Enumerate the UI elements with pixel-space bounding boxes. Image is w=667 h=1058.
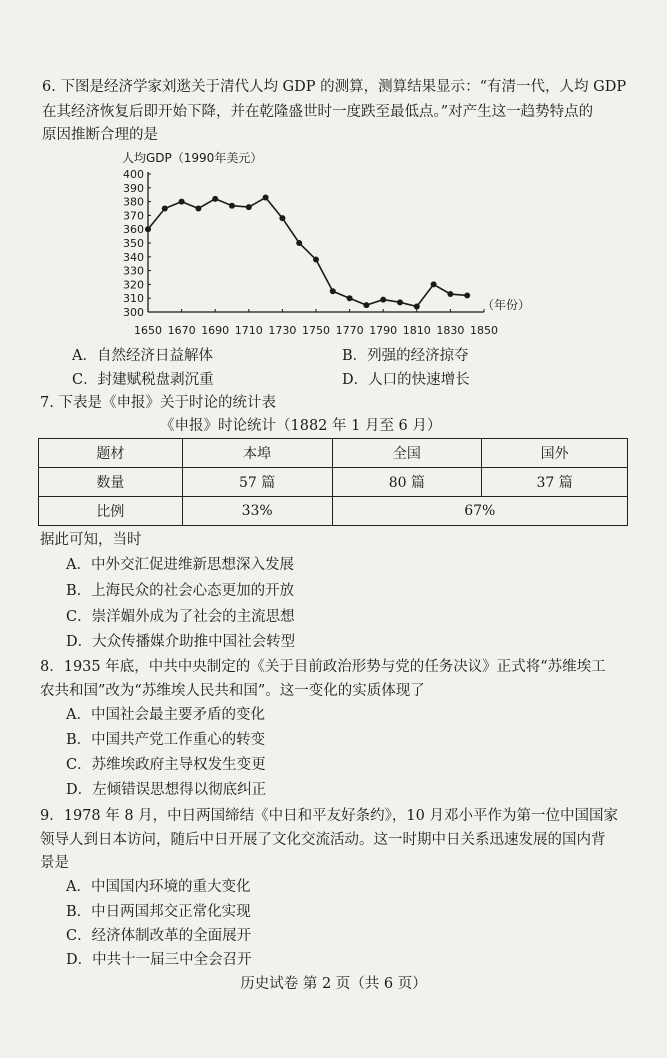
x-tick-label: 1690 bbox=[201, 324, 230, 337]
x-tick-label: 1650 bbox=[134, 324, 162, 337]
data-point bbox=[464, 292, 470, 298]
table-cell: 比例 bbox=[39, 497, 183, 526]
q7-table-title: 《申报》时论统计（1882 年 1 月至 6 月） bbox=[160, 418, 442, 434]
table-cell: 80 篇 bbox=[332, 468, 482, 497]
table-cell: 题材 bbox=[39, 439, 183, 468]
q6-option-a: A．自然经济日益解体 bbox=[72, 348, 213, 364]
q9-option-b: B．中日两国邦交正常化实现 bbox=[66, 904, 251, 920]
data-point bbox=[145, 226, 151, 232]
y-tick-label: 380 bbox=[123, 195, 144, 209]
q9-stem-line1: 9．1978 年 8 月，中日两国缔结《中日和平友好条约》，10 月邓小平作为第一位中国国家 bbox=[40, 808, 618, 824]
x-tick-label: 1850 bbox=[470, 324, 498, 337]
chart-y-ticks bbox=[123, 168, 151, 319]
data-point bbox=[279, 215, 285, 221]
x-tick-label: 1810 bbox=[402, 324, 431, 337]
data-point bbox=[229, 203, 235, 209]
chart-xlabel: （年份） bbox=[482, 298, 531, 312]
data-point bbox=[347, 295, 353, 301]
y-tick-label: 370 bbox=[123, 209, 144, 223]
page-footer: 历史试卷 第 2 页（共 6 页） bbox=[240, 976, 427, 992]
x-tick-label: 1670 bbox=[167, 324, 196, 337]
q8-option-b: B．中国共产党工作重心的转变 bbox=[66, 732, 266, 748]
data-point bbox=[179, 199, 185, 205]
y-tick-label: 310 bbox=[123, 292, 144, 306]
y-tick-label: 400 bbox=[123, 168, 144, 181]
table-cell: 67% bbox=[332, 497, 627, 526]
q8-option-c: C．苏维埃政府主导权发生变更 bbox=[66, 757, 266, 773]
table-cell: 数量 bbox=[39, 468, 183, 497]
q9-option-c: C．经济体制改革的全面展开 bbox=[66, 928, 252, 944]
table-cell: 本埠 bbox=[182, 439, 332, 468]
table-cell: 全国 bbox=[332, 439, 482, 468]
y-tick-label: 300 bbox=[123, 306, 144, 319]
data-point bbox=[397, 299, 403, 305]
x-tick-label: 1830 bbox=[436, 324, 465, 337]
table-cell: 57 篇 bbox=[182, 468, 332, 497]
x-tick-label: 1790 bbox=[369, 324, 398, 337]
gdp-series-line bbox=[148, 198, 467, 307]
data-point bbox=[246, 204, 252, 210]
x-tick-label: 1730 bbox=[268, 324, 297, 337]
data-point bbox=[447, 291, 453, 297]
q6-option-d: D．人口的快速增长 bbox=[342, 372, 470, 388]
data-point bbox=[414, 303, 420, 309]
q8-stem-line2: 农共和国”改为“苏维埃人民共和国”。这一变化的实质体现了 bbox=[40, 683, 425, 699]
y-tick-label: 350 bbox=[123, 237, 144, 250]
chart-x-ticks bbox=[134, 309, 498, 337]
table-cell: 33% bbox=[182, 497, 332, 526]
data-point bbox=[263, 194, 269, 200]
y-tick-label: 330 bbox=[123, 264, 144, 278]
table-header-row bbox=[39, 439, 628, 468]
data-point bbox=[380, 297, 386, 303]
q7-stem-line1: 7. 下表是《申报》关于时论的统计表 bbox=[40, 395, 276, 411]
q9-option-d: D．中共十一届三中全会召开 bbox=[66, 952, 252, 968]
table-cell: 国外 bbox=[482, 439, 628, 468]
q7-lead: 据此可知，当时 bbox=[40, 532, 142, 548]
gdp-chart-svg bbox=[112, 148, 552, 343]
data-point bbox=[212, 196, 218, 202]
data-point bbox=[431, 281, 437, 287]
q6-stem-line1: 6. 下图是经济学家刘逖关于清代人均 GDP 的测算，测算结果显示：“有清一代，人均 GDP bbox=[42, 79, 627, 95]
q7-option-c: C．崇洋媚外成为了社会的主流思想 bbox=[66, 609, 295, 625]
q7-option-d: D．大众传播媒介助推中国社会转型 bbox=[66, 634, 296, 650]
q8-stem-line1: 8．1935 年底，中共中央制定的《关于目前政治形势与党的任务决议》正式将“苏维埃工 bbox=[40, 659, 606, 675]
q9-stem-line3: 景是 bbox=[40, 855, 69, 871]
y-tick-label: 390 bbox=[123, 181, 144, 195]
q7-option-b: B．上海民众的社会心态更加的开放 bbox=[66, 583, 295, 599]
data-point bbox=[162, 206, 168, 212]
q8-option-a: A．中国社会最主要矛盾的变化 bbox=[66, 707, 265, 723]
data-point bbox=[363, 302, 369, 308]
y-tick-label: 340 bbox=[123, 250, 144, 264]
x-tick-label: 1750 bbox=[302, 324, 330, 337]
table-row bbox=[39, 497, 628, 526]
data-point bbox=[330, 288, 336, 294]
y-tick-label: 320 bbox=[123, 278, 144, 292]
table-row bbox=[39, 468, 628, 497]
q6-stem-line3: 原因推断合理的是 bbox=[42, 127, 158, 143]
data-point bbox=[195, 206, 201, 212]
gdp-line-chart bbox=[112, 148, 552, 343]
q8-option-d: D．左倾错误思想得以彻底纠正 bbox=[66, 782, 267, 798]
q6-option-c: C．封建赋税盘剥沉重 bbox=[72, 372, 214, 388]
q6-option-b: B．列强的经济掠夺 bbox=[342, 348, 469, 364]
q6-stem-line2: 在其经济恢复后即开始下降，并在乾隆盛世时一度跌至最低点。”对产生这一趋势特点的 bbox=[42, 104, 594, 120]
data-point bbox=[313, 257, 319, 263]
table-cell: 37 篇 bbox=[482, 468, 628, 497]
q9-option-a: A．中国国内环境的重大变化 bbox=[66, 879, 251, 895]
data-point bbox=[296, 240, 302, 246]
chart-ylabel: 人均GDP（1990年美元） bbox=[122, 151, 263, 165]
q7-option-a: A．中外交汇促进维新思想深入发展 bbox=[66, 557, 294, 573]
x-tick-label: 1710 bbox=[234, 324, 263, 337]
x-tick-label: 1770 bbox=[335, 324, 364, 337]
q9-stem-line2: 领导人到日本访问，随后中日开展了文化交流活动。这一时期中日关系迅速发展的国内背 bbox=[40, 832, 606, 848]
shenbao-stats-table bbox=[38, 438, 628, 526]
y-tick-label: 360 bbox=[123, 223, 144, 237]
